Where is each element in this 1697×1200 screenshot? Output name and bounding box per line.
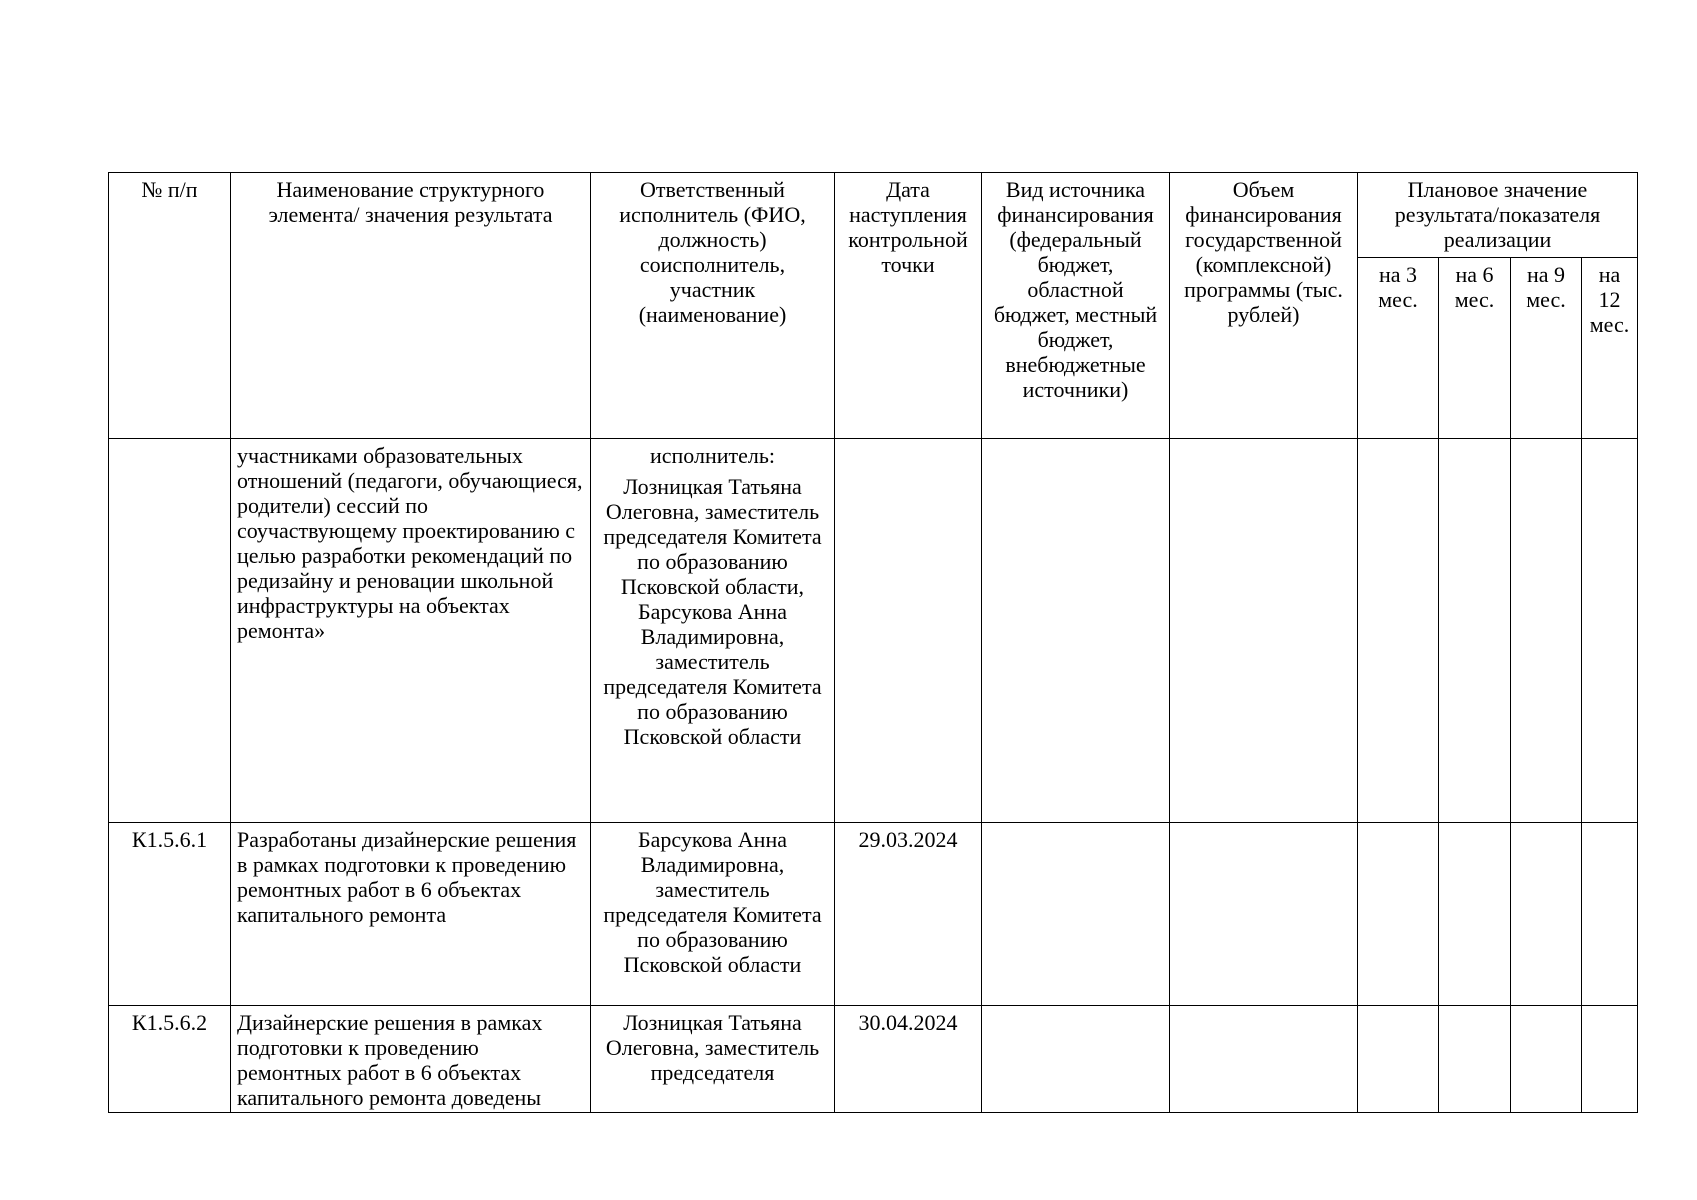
row-plan-9 <box>1511 1006 1582 1113</box>
row-name: участниками образовательных отношений (педагоги, обучающиеся, родители) сессий по соучаствующему проектированию с целью разработки рекомендаций по редизайну и реновации школьной инфраструктуры на объектах ремонта» <box>231 439 591 823</box>
row-name: Дизайнерские решения в рамках подготовки к проведению ремонтных работ в 6 объектах капитального ремонта доведены <box>231 1006 591 1113</box>
row-volume <box>1170 823 1358 1006</box>
table-row <box>109 439 1638 823</box>
row-plan-3 <box>1358 823 1439 1006</box>
row-number <box>109 439 231 823</box>
table-row <box>109 1006 1638 1113</box>
row-plan-6 <box>1439 823 1511 1006</box>
header-volume: Объем финансирования государственной (комплексной) программы (тыс. рублей) <box>1170 173 1358 439</box>
row-plan-9 <box>1511 823 1582 1006</box>
row-plan-12 <box>1582 1006 1638 1113</box>
responsible-label: исполнитель: <box>649 443 776 468</box>
row-date: 30.04.2024 <box>835 1006 982 1113</box>
row-plan-3 <box>1358 1006 1439 1113</box>
header-source: Вид источника финансирования (федеральный бюджет, областной бюджет, местный бюджет, внебюджетные источники) <box>982 173 1170 439</box>
row-responsible <box>591 439 835 823</box>
row-volume <box>1170 1006 1358 1113</box>
control-points-table <box>108 172 1638 1113</box>
row-number: К1.5.6.2 <box>109 1006 231 1113</box>
header-plan: Плановое значение результата/показателя реализации <box>1358 173 1638 258</box>
row-plan-9 <box>1511 439 1582 823</box>
row-name: Разработаны дизайнерские решения в рамках подготовки к проведению ремонтных работ в 6 объектах капитального ремонта <box>231 823 591 1006</box>
row-plan-12 <box>1582 439 1638 823</box>
header-plan-6: на 6 мес. <box>1439 258 1511 439</box>
header-date: Дата наступления контрольной точки <box>835 173 982 439</box>
row-number: К1.5.6.1 <box>109 823 231 1006</box>
header-name: Наименование структурного элемента/ значения результата <box>231 173 591 439</box>
row-source <box>982 823 1170 1006</box>
header-plan-9: на 9 мес. <box>1511 258 1582 439</box>
row-volume <box>1170 439 1358 823</box>
header-plan-3: на 3 мес. <box>1358 258 1439 439</box>
row-date <box>835 439 982 823</box>
header-number: № п/п <box>109 173 231 439</box>
header-responsible: Ответственный исполнитель (ФИО, должность) соисполнитель, участник (наименование) <box>591 173 835 439</box>
row-plan-3 <box>1358 439 1439 823</box>
row-source <box>982 1006 1170 1113</box>
row-plan-12 <box>1582 823 1638 1006</box>
row-responsible: Барсукова Анна Владимировна, заместитель председателя Комитета по образованию Псковской области <box>591 823 835 1006</box>
row-date: 29.03.2024 <box>835 823 982 1006</box>
row-plan-6 <box>1439 439 1511 823</box>
responsible-persons: Лозницкая Татьяна Олеговна, заместитель председателя Комитета по образованию Псковской области, Барсукова Анна Владимировна, заместитель председателя Комитета по образованию Псковской области <box>603 474 822 749</box>
row-source <box>982 439 1170 823</box>
header-plan-12: на 12 мес. <box>1582 258 1638 439</box>
row-responsible: Лозницкая Татьяна Олеговна, заместитель председателя <box>591 1006 835 1113</box>
row-plan-6 <box>1439 1006 1511 1113</box>
table-row <box>109 823 1638 1006</box>
